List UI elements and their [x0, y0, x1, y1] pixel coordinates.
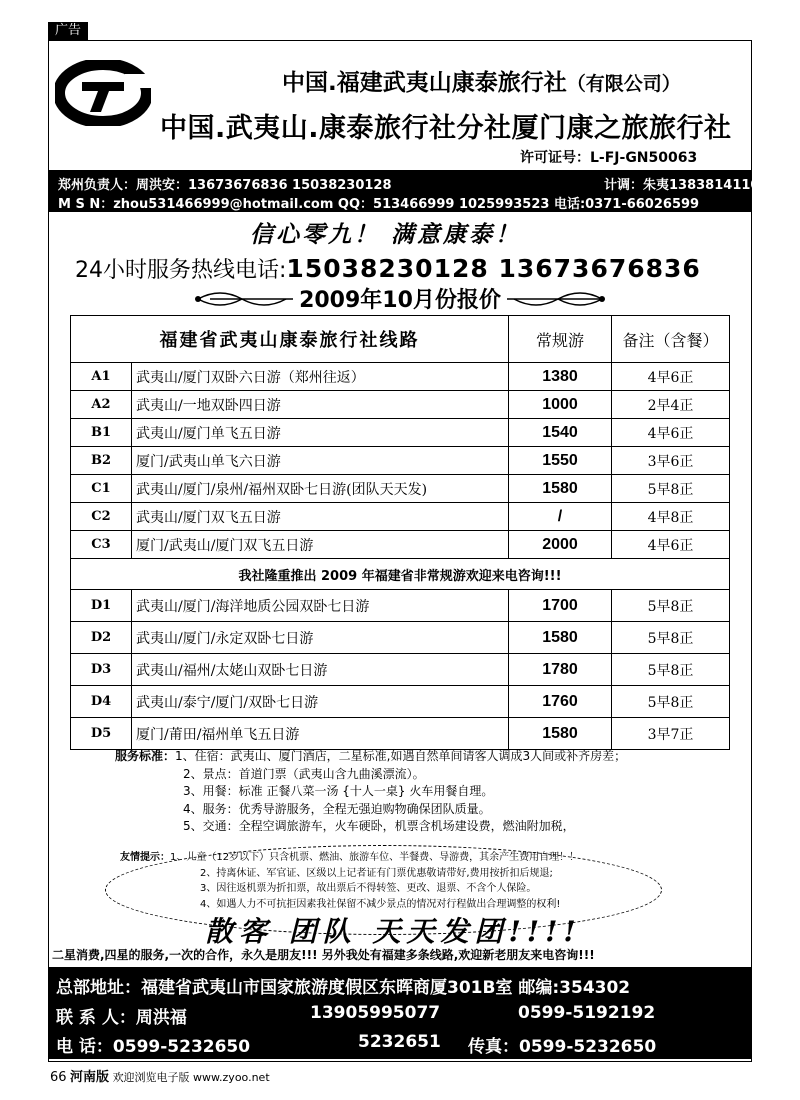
page-number: 66	[50, 1070, 67, 1085]
table-row: D2 武夷山/厦门/永定双卧七日游 1580 5早8正	[71, 622, 730, 654]
tip-item: 2、持离休证、军官证、区级以上记者证有门票优惠敬请带好,费用按折扣后规退;	[200, 867, 553, 879]
page-footer	[50, 1066, 270, 1085]
service-standards	[115, 748, 626, 836]
table-row: C2 武夷山/厦门双飞五日游 / 4早8正	[71, 503, 730, 531]
promo-row	[71, 559, 730, 590]
table-row: A2 武夷山/一地双卧四日游 1000 2早4正	[71, 391, 730, 419]
license-number: 许可证号：L-FJ-GN50063	[520, 150, 698, 166]
col-note: 备注（含餐）	[612, 316, 730, 363]
company-logo	[55, 60, 151, 126]
routes-table	[70, 315, 730, 750]
hq-phone2: 5232651	[358, 1032, 441, 1052]
table-row: D4 武夷山/泰宁/厦门/双卧七日游 1760 5早8正	[71, 686, 730, 718]
company-name-1: 中国.福建武夷山康泰旅行社（有限公司）	[282, 70, 681, 96]
tip-item: 4、如遇人力不可抗拒因素我社保留不减少景点的情况对行程做出合理调整的权利!	[200, 898, 561, 910]
table-header	[71, 316, 730, 363]
promo-text: 我社隆重推出 2009 年福建省非常规游欢迎来电咨询!!!	[71, 559, 730, 590]
friendly-tips	[120, 850, 579, 912]
table-title: 福建省武夷山康泰旅行社线路	[71, 316, 509, 363]
hq-contact-phone2: 0599-5192192	[518, 1003, 656, 1023]
service-item: 3、用餐：标准 正餐八菜一汤 {十人一桌} 火车用餐自理。	[183, 784, 494, 798]
tip-item: 1、儿童（12岁以下）只含机票、燃油、旅游车位、半餐费、导游费，其余产生费用自理！！	[170, 852, 580, 863]
price-title: 2009年10月份报价	[293, 288, 507, 313]
hotline: 24小时服务热线电话:15038230128 13673676836	[75, 254, 701, 283]
hq-address: 总部地址：福建省武夷山市国家旅游度假区东晖商厦301B室 邮编:354302	[56, 978, 631, 998]
table-row: B2 厦门/武夷山单飞六日游 1550 3早6正	[71, 447, 730, 475]
table-row: A1 武夷山/厦门双卧六日游（郑州往返） 1380 4早6正	[71, 363, 730, 391]
company-name-2: 中国.武夷山.康泰旅行社分社厦门康之旅旅行社	[160, 113, 732, 144]
hq-contact: 联 系 人：周洪福	[56, 1008, 187, 1028]
contacts-bar	[48, 170, 769, 212]
tips-label: 友情提示：	[120, 852, 170, 863]
price-title-banner	[190, 283, 610, 315]
table-row: C1 武夷山/厦门/泉州/福州双卧七日游(团队天天发) 1580 5早8正	[71, 475, 730, 503]
slogan: 信心零九！ 满意康泰！	[250, 221, 522, 248]
table-row: D3 武夷山/福州/太姥山双卧七日游 1780 5早8正	[71, 654, 730, 686]
headquarters-box	[48, 967, 752, 1059]
hq-phone: 电 话：0599-5232650	[56, 1037, 251, 1057]
col-regular-price: 常规游	[509, 316, 612, 363]
slogan-tours: 散客 团队 天天发团!!!!	[205, 915, 582, 948]
hq-contact-phone: 13905995077	[310, 1003, 441, 1023]
service-item: 2、景点：首道门票（武夷山含九曲溪漂流）。	[183, 766, 425, 781]
tip-item: 3、因往返机票为折扣票，故出票后不得转签、更改、退票、不含个人保险。	[200, 883, 537, 894]
table-row: D5 厦门/莆田/福州单飞五日游 1580 3早7正	[71, 718, 730, 750]
contact-msn-qq: M S N：zhou531466999@hotmail.com QQ：513466999 1025993523 电话:0371-66026599	[58, 197, 700, 212]
notice-line: 二星消费,四星的服务,一次的合作，永久是朋友!!! 另外我处有福建多条线路,欢迎新老朋友来电咨询!!!	[52, 948, 595, 962]
table-row: B1 武夷山/厦门单飞五日游 1540 4早6正	[71, 419, 730, 447]
table-row: C3 厦门/武夷山/厦门双飞五日游 2000 4早6正	[71, 531, 730, 559]
hq-fax: 传真：0599-5232650	[468, 1037, 657, 1057]
contact-zhengzhou: 郑州负责人：周洪安：13673676836 15038230128	[58, 178, 392, 193]
ad-tag: 广告	[48, 22, 88, 40]
service-label: 服务标准：	[115, 749, 176, 763]
table-row: D1 武夷山/厦门/海洋地质公园双卧七日游 1700 5早8正	[71, 590, 730, 622]
edition-label: 河南版	[70, 1070, 110, 1085]
service-item: 5、交通：全程空调旅游车，火车硬卧，机票含机场建设费，燃油附加税，	[183, 819, 575, 833]
service-item: 1、住宿：武夷山、厦门酒店，二星标准,如遇自然单间请客人调成3人间或补齐房差；	[175, 749, 627, 763]
footer-text: 欢迎浏览电子版 www.zyoo.net	[112, 1071, 270, 1084]
service-item: 4、服务：优秀导游服务，全程无强迫购物确保团队质量。	[183, 801, 491, 816]
contact-dispatcher: 计调：朱夷13838141103	[604, 178, 769, 193]
